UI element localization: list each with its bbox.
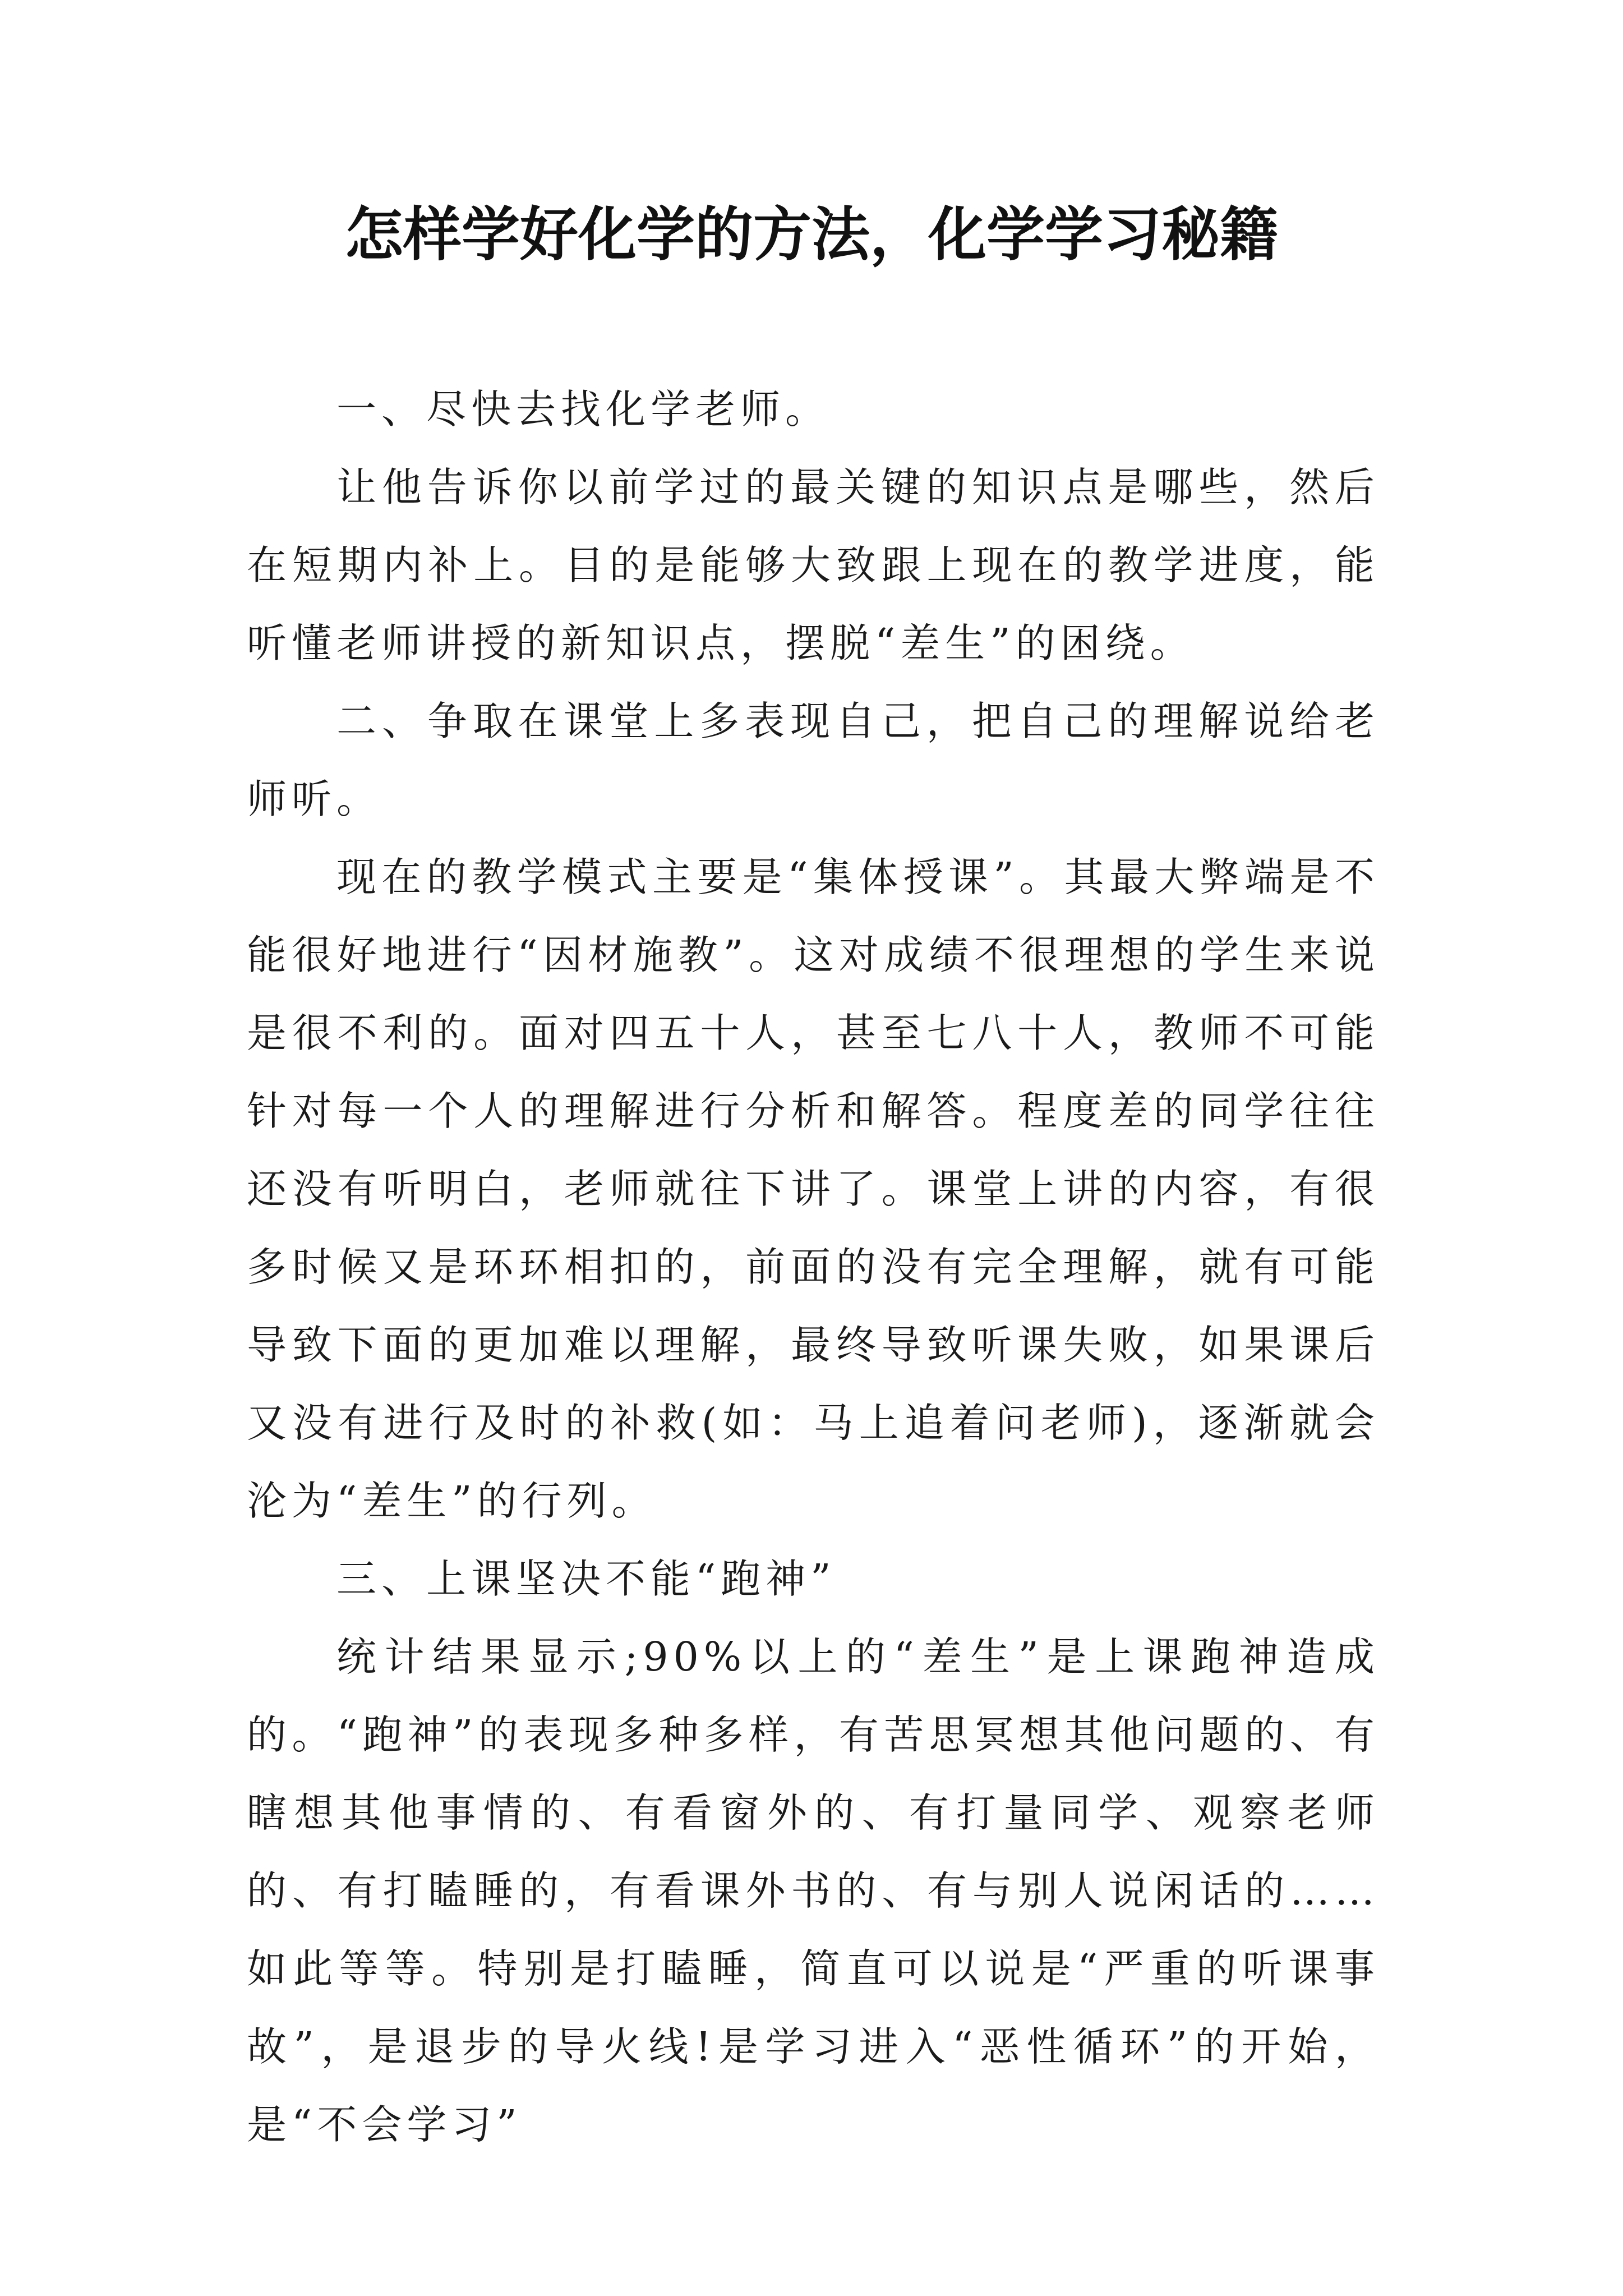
paragraph-heading-1: 一、尽快去找化学老师。	[336, 386, 831, 432]
paragraph-1: 让他告诉你以前学过的最关键的知识点是哪些，然后在短期内补上。目的是能够大致跟上现在的教学进度，能听懂老师讲授的新知识点，摆脱“差生”的困绕。	[247, 464, 1380, 666]
paragraph-3: 统计结果显示;90%以上的“差生”是上课跑神造成的。“跑神”的表现多种多样，有苦思冥想其他问题的、有瞎想其他事情的、有看窗外的、有打量同学、观察老师的、有打瞌睡的，有看课外书的、有与别人说闲话的……如此等等。特别是打瞌睡，简直可以说是“严重的听课事故”，是退步的导火线!是学习进入“恶性循环”的开始，是“不会学习”	[247, 1634, 1380, 2148]
paragraph-heading-3: 三、上课坚决不能“跑神”	[336, 1556, 836, 1602]
document-title: 怎样学好化学的方法，化学学习秘籍	[344, 200, 1278, 269]
paragraph-heading-2: 二、争取在课堂上多表现自己，把自己的理解说给老师听。	[247, 698, 1380, 822]
paragraph-2: 现在的教学模式主要是“集体授课”。其最大弊端是不能很好地进行“因材施教”。这对成绩不很理想的学生来说是很不利的。面对四五十人，甚至七八十人，教师不可能针对每一个人的理解进行分析和解答。程度差的同学往往还没有听明白，老师就往下讲了。课堂上讲的内容，有很多时候又是环环相扣的，前面的没有完全理解，就有可能导致下面的更加难以理解，最终导致听课失败，如果课后又没有进行及时的补救(如：马上追着问老师)，逐渐就会沦为“差生”的行列。	[247, 854, 1380, 1524]
document-body	[247, 370, 1380, 2164]
